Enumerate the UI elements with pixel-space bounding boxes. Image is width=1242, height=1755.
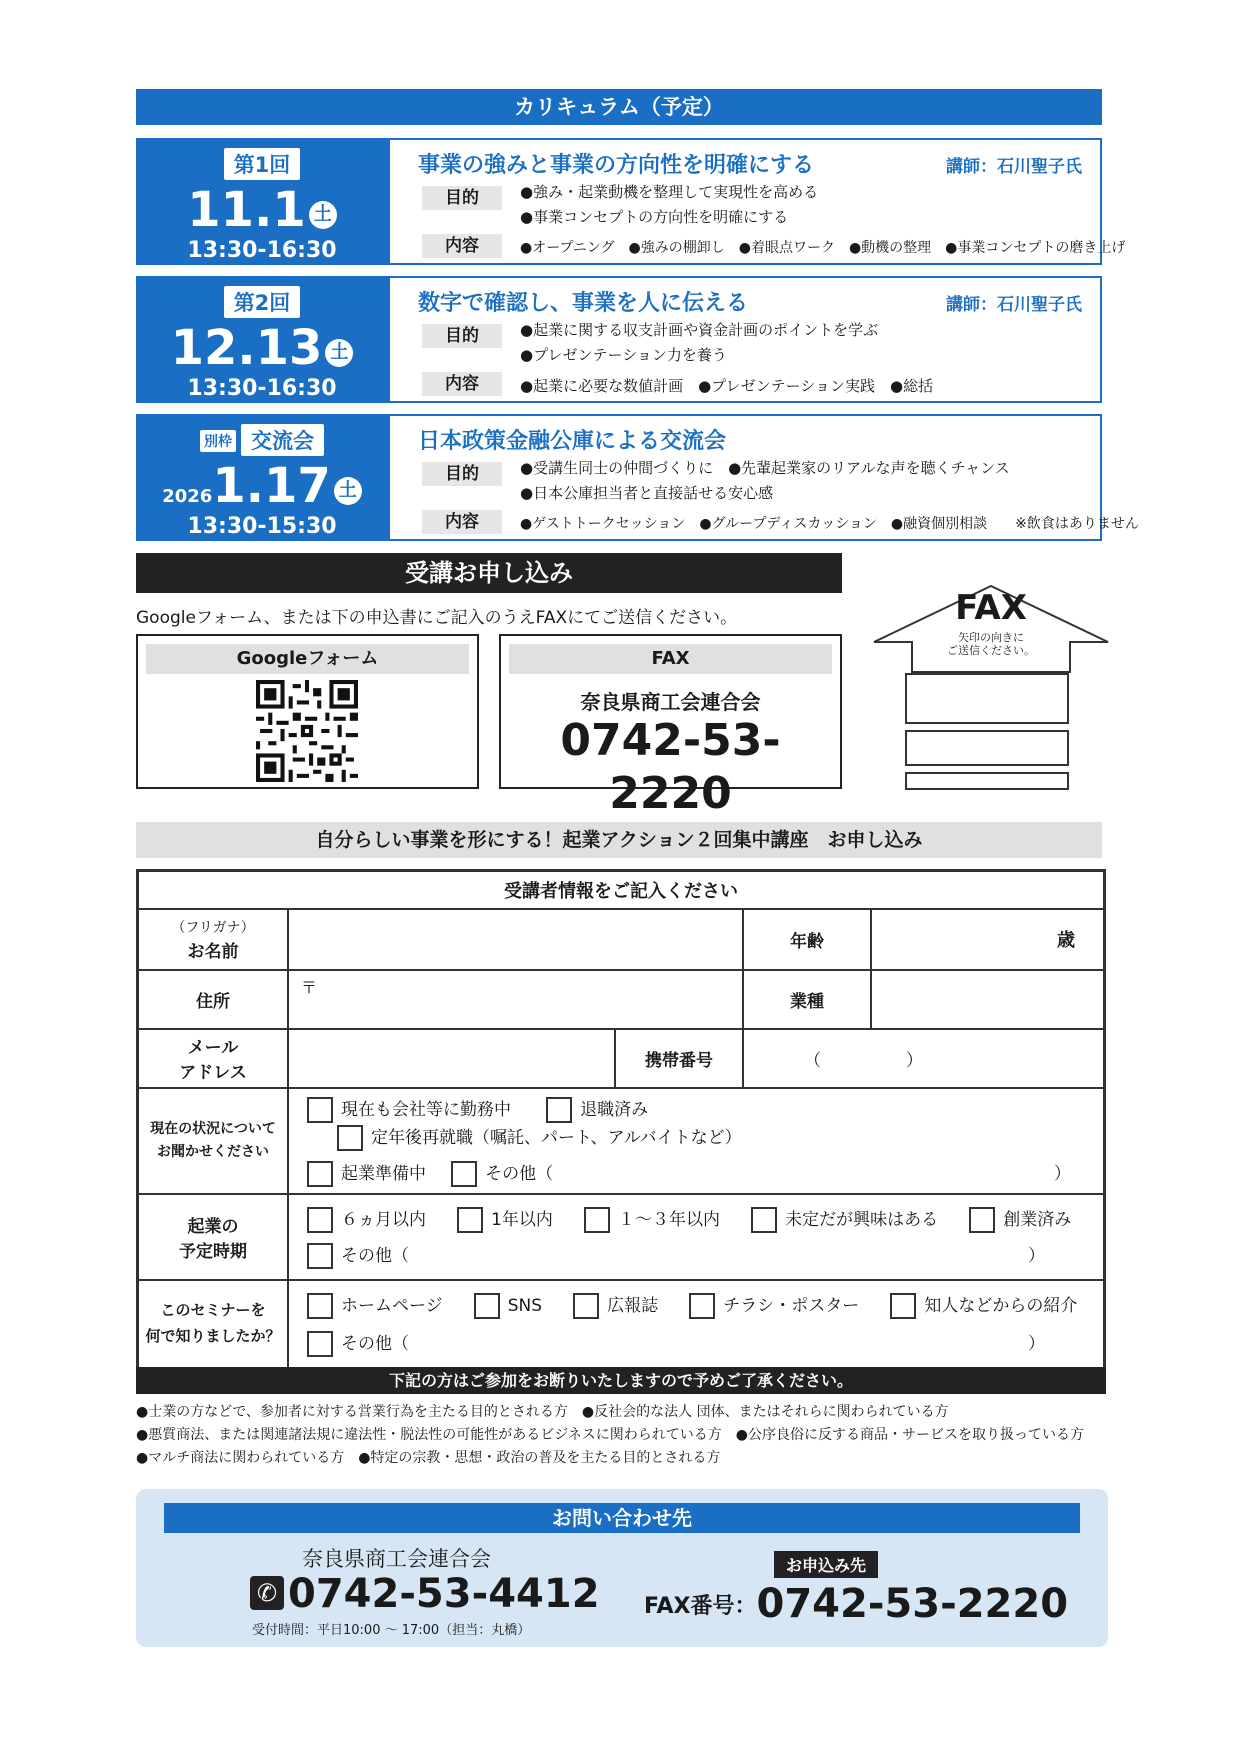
session-lecturer: 講師：石川聖子氏 (946, 157, 1082, 177)
status-label-line1: 現在の状況について (150, 1121, 276, 1138)
notice-list (136, 1401, 1106, 1470)
fax-label: FAX (509, 644, 832, 674)
session-badge: 交流会 (241, 424, 324, 456)
apply-description: Googleフォーム、または下の申込書にご記入のうえFAXにてご送信ください。 (136, 608, 738, 628)
email-label-line1: メール (187, 1038, 239, 1058)
session-day: 土 (334, 477, 362, 505)
apply-destination-badge: お申込み先 (774, 1551, 878, 1578)
age-field[interactable] (871, 909, 1105, 970)
session-3-details (388, 414, 1139, 541)
contact-header: お問い合わせ先 (164, 1503, 1080, 1533)
name-text: お名前 (187, 941, 239, 962)
age-label: 年齢 (743, 909, 871, 970)
session-lecturer: 講師：石川聖子氏 (946, 295, 1082, 315)
fax-organization: 奈良県商工会連合会 (580, 690, 761, 714)
fax-number: 0742-53-2220 (560, 715, 781, 819)
purpose-line: ●受講生同士の仲間づくりに ●先輩起業家のリアルな声を聴くチャンス (520, 459, 1010, 477)
status-option[interactable]: 定年後再就職（嘱託、パート、アルバイトなど） (337, 1128, 742, 1148)
qr-code-icon[interactable] (256, 680, 358, 782)
purpose-line: ●日本公庫担当者と直接話せる安心感 (520, 484, 774, 502)
session-day: 土 (309, 201, 337, 229)
checkbox[interactable] (969, 1207, 995, 1233)
notice-line: ●マルチ商法に関わられている方 ●特定の宗教・思想・政治の普及を主たる目的とされる方 (136, 1450, 721, 1466)
source-option[interactable]: SNS (474, 1296, 542, 1316)
source-label (138, 1280, 289, 1369)
purpose-line: ●起業に関する収支計画や資金計画のポイントを学ぶ (520, 321, 879, 339)
status-option[interactable]: 現在も会社等に勤務中 (307, 1100, 511, 1120)
checkbox[interactable] (307, 1243, 333, 1269)
checkbox[interactable] (890, 1293, 916, 1319)
timing-label (138, 1194, 289, 1280)
timing-option[interactable]: ６ヵ月以内 (307, 1210, 426, 1230)
session-date: 11.1 (187, 182, 306, 238)
email-label (138, 1029, 289, 1088)
timing-option[interactable]: 未定だが興味はある (751, 1210, 938, 1230)
checkbox[interactable] (307, 1207, 333, 1233)
address-label: 住所 (138, 970, 289, 1029)
contact-phone[interactable]: 0742-53-4412 (288, 1571, 600, 1617)
timing-options (288, 1194, 1105, 1280)
notice-header: 下記の方はご参加をお断りいたしますので予めご了承ください。 (136, 1367, 1106, 1394)
mobile-label: 携帯番号 (615, 1029, 743, 1088)
checkbox[interactable] (751, 1207, 777, 1233)
purpose-line: ●プレゼンテーション力を養う (520, 346, 727, 364)
session-title: 数字で確認し、事業を人に伝える (418, 291, 749, 316)
industry-field[interactable] (871, 970, 1105, 1029)
address-field[interactable] (288, 970, 743, 1029)
session-3-date-panel (136, 414, 388, 541)
arrow-title: FAX (955, 588, 1027, 628)
content-line: ●オープニング ●強みの棚卸し ●着眼点ワーク ●動機の整理 ●事業コンセプトの磨き上げ (520, 240, 1126, 256)
source-label-line1: このセミナーを (160, 1301, 266, 1320)
mobile-field[interactable] (743, 1029, 1105, 1088)
session-badge: 第1回 (224, 148, 301, 180)
session-2-details (388, 276, 1102, 403)
apply-header: 受講お申し込み (136, 553, 842, 593)
fax-stack-rect (905, 673, 1069, 724)
contact-hours: 受付時間：平日10:00 ～ 17:00（担当：丸橋） (252, 1623, 531, 1638)
fax-stack-rect (905, 730, 1069, 766)
session-1-date-panel (136, 138, 388, 265)
source-option[interactable]: 知人などからの紹介 (890, 1296, 1077, 1316)
arrow-note: 矢印の向きに ご送信ください。 (947, 631, 1035, 658)
name-label (138, 909, 289, 970)
checkbox[interactable] (474, 1293, 500, 1319)
timing-option[interactable]: 1年以内 (457, 1210, 553, 1230)
session-day: 土 (325, 339, 353, 367)
checkbox[interactable] (546, 1097, 572, 1123)
purpose-line: ●事業コンセプトの方向性を明確にする (520, 208, 789, 226)
age-unit: 歳 (1057, 930, 1075, 951)
purpose-label: 目的 (422, 324, 502, 348)
status-options (288, 1088, 1105, 1194)
contact-panel (136, 1489, 1108, 1647)
checkbox[interactable] (307, 1293, 333, 1319)
session-title: 事業の強みと事業の方向性を明確にする (418, 153, 815, 178)
session-2-date-panel (136, 276, 388, 403)
form-section-title: 受講者情報をご記入ください (138, 871, 1105, 909)
content-label: 内容 (422, 234, 502, 258)
checkbox[interactable] (307, 1331, 333, 1357)
session-year: 2026 (162, 486, 213, 507)
timing-label-line1: 起業の (187, 1216, 239, 1237)
status-option[interactable]: 起業準備中 (307, 1164, 426, 1184)
timing-option[interactable]: １～３年以内 (584, 1210, 720, 1230)
google-form-label: Googleフォーム (146, 644, 469, 674)
fax-number-label: FAX番号： (644, 1594, 757, 1619)
session-badge-small: 別枠 (200, 430, 236, 452)
email-field[interactable] (288, 1029, 615, 1088)
timing-label-line2: 予定時期 (179, 1241, 247, 1262)
checkbox[interactable] (573, 1293, 599, 1319)
content-label: 内容 (422, 510, 502, 534)
notice-line: ●悪質商法、または関連諸法規に違法性・脱法性の可能性があるビジネスに関わられている方 ●公序良俗に反する商品・サービスを取り扱っている方 (136, 1427, 1085, 1443)
source-option[interactable]: チラシ・ポスター (689, 1296, 859, 1316)
contact-fax[interactable]: 0742-53-2220 (756, 1581, 1069, 1627)
status-option[interactable]: 退職済み (546, 1100, 648, 1120)
contact-fax-row (644, 1581, 1068, 1627)
status-label (138, 1088, 289, 1194)
timing-other-close: ） (1028, 1245, 1045, 1266)
checkbox[interactable] (451, 1161, 477, 1187)
postal-mark: 〒 (301, 977, 318, 997)
checkbox[interactable] (457, 1207, 483, 1233)
source-label-line2: 何で知りましたか？ (145, 1326, 281, 1345)
purpose-line: ●強み・起業動機を整理して実現性を高める (520, 183, 819, 201)
checkbox[interactable] (307, 1097, 333, 1123)
session-title: 日本政策金融公庫による交流会 (418, 429, 727, 454)
timing-option[interactable]: その他（ (307, 1246, 409, 1266)
content-label: 内容 (422, 372, 502, 396)
curriculum-header: カリキュラム（予定） (136, 89, 1102, 125)
mobile-paren: （ ） (804, 1050, 923, 1071)
source-options (288, 1280, 1105, 1369)
session-1-details (388, 138, 1126, 265)
phone-icon: ✆ (250, 1576, 284, 1610)
status-option[interactable]: その他（ (451, 1164, 553, 1184)
purpose-label: 目的 (422, 462, 502, 486)
timing-option[interactable]: 創業済み (969, 1210, 1071, 1230)
purpose-label: 目的 (422, 186, 502, 210)
application-form (136, 869, 1106, 1370)
content-line: ●ゲストトークセッション ●グループディスカッション ●融資個別相談 ※飲食はありません (520, 516, 1139, 532)
notice-line: ●士業の方などで、参加者に対する営業行為を主たる目的とされる方 ●反社会的な法人 団体、またはそれらに関わられている方 (136, 1404, 949, 1420)
email-label-line2: アドレス (179, 1063, 247, 1083)
session-time: 13:30-16:30 (187, 238, 337, 263)
furigana-label: （フリガナ） (171, 919, 255, 936)
source-other-close: ） (1028, 1333, 1045, 1354)
content-line: ●起業に必要な数値計画 ●プレゼンテーション実践 ●総括 (520, 377, 934, 395)
fax-box (499, 634, 842, 819)
session-time: 13:30-15:30 (187, 514, 337, 539)
checkbox[interactable] (689, 1293, 715, 1319)
form-title: 自分らしい事業を形にする！起業アクション２回集中講座 お申し込み (136, 822, 1102, 858)
status-label-line2: お聞かせください (157, 1143, 269, 1160)
checkbox[interactable] (337, 1125, 363, 1151)
contact-organization: 奈良県商工会連合会 (302, 1547, 491, 1571)
session-date: 1.17 (212, 458, 331, 514)
session-badge: 第2回 (224, 286, 301, 318)
google-form-box[interactable] (136, 634, 479, 789)
status-other-close: ） (1054, 1163, 1071, 1184)
source-option[interactable]: その他（ (307, 1334, 409, 1354)
fax-stack-rect (905, 772, 1069, 790)
session-time: 13:30-16:30 (187, 376, 337, 401)
session-date: 12.13 (170, 320, 323, 376)
industry-label: 業種 (743, 970, 871, 1029)
checkbox[interactable] (584, 1207, 610, 1233)
checkbox[interactable] (307, 1161, 333, 1187)
contact-phone-row (250, 1571, 600, 1617)
source-option[interactable]: 広報誌 (573, 1296, 658, 1316)
name-field[interactable] (288, 909, 743, 970)
source-option[interactable]: ホームページ (307, 1296, 443, 1316)
